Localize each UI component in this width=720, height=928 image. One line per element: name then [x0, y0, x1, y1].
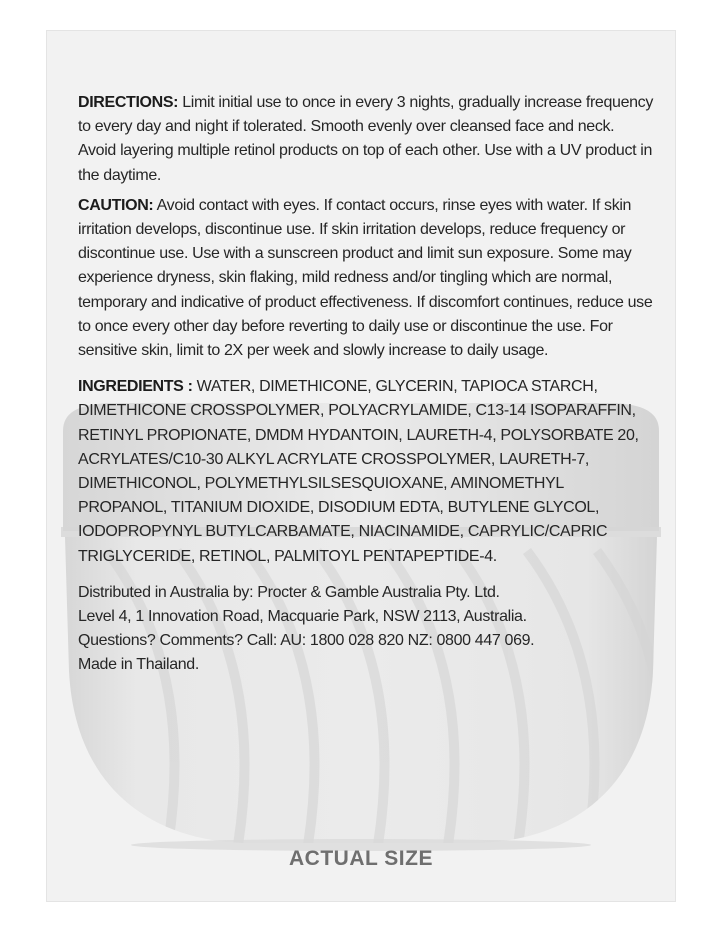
ingredients-text: WATER, DIMETHICONE, GLYCERIN, TAPIOCA STARCH, DIMETHICONE CROSSPOLYMER, POLYACRYLAMIDE, C13-14 ISOPARAFFIN, RETINYL PROPIONATE, DMDM HYDANTOIN, LAURETH-4, POLYSORBATE 20, ACRYLATES/C10-30 ALKYL ACRYLATE CROSSPOLYMER, LAURETH-7, DIMETHICONOL, POLYMETHYLSILSESQUIOXANE, AMINOMETHYL PROPANOL, TITANIUM DIOXIDE, DISODIUM EDTA, BUTYLENE GLYCOL, IODOPROPYNYL BUTYLCARBAMATE, NIACINAMIDE, CAPRYLIC/CAPRIC TRIGLYCERIDE, RETINOL, PALMITOYL PENTAPEPTIDE-4. [78, 378, 639, 565]
distributor-line-2: Level 4, 1 Innovation Road, Macquarie Park, NSW 2113, Australia. [78, 608, 527, 626]
label-text [78, 91, 653, 684]
ingredients-label: INGREDIENTS : [78, 378, 193, 396]
distributor-line-4: Made in Thailand. [78, 656, 199, 674]
directions-text: Limit initial use to once in every 3 nights, gradually increase frequency to every day and night if tolerated. Smooth evenly over cleansed face and neck. Avoid layering multiple retinol products on top of each other. Use with a UV product in the daytime. [78, 94, 653, 184]
distributor-info [78, 581, 653, 678]
directions-paragraph [78, 91, 653, 188]
directions-label: DIRECTIONS: [78, 94, 179, 111]
caution-text: Avoid contact with eyes. If contact occurs, rinse eyes with water. If skin irritation develops, discontinue use. If skin irritation develops, reduce frequency or discontinue use. Use with a sunscreen product and limit sun exposure. Some may experience dryness, skin flaking, mild redness and/or tingling which are normal, temporary and indicative of product effectiveness. If discomfort continues, reduce use to once every other day before reverting to daily use or discontinue the use. For sensitive skin, limit to 2X per week and slowly increase to daily usage. [78, 196, 653, 360]
actual-size-caption: ACTUAL SIZE [289, 847, 433, 870]
label-panel [46, 30, 676, 902]
caution-label: CAUTION: [78, 196, 154, 214]
distributor-line-3: Questions? Comments? Call: AU: 1800 028 820 NZ: 0800 447 069. [78, 632, 535, 650]
ingredients-paragraph [78, 375, 653, 569]
distributor-line-1: Distributed in Australia by: Procter & Gamble Australia Pty. Ltd. [78, 583, 500, 601]
caution-paragraph [78, 194, 653, 363]
